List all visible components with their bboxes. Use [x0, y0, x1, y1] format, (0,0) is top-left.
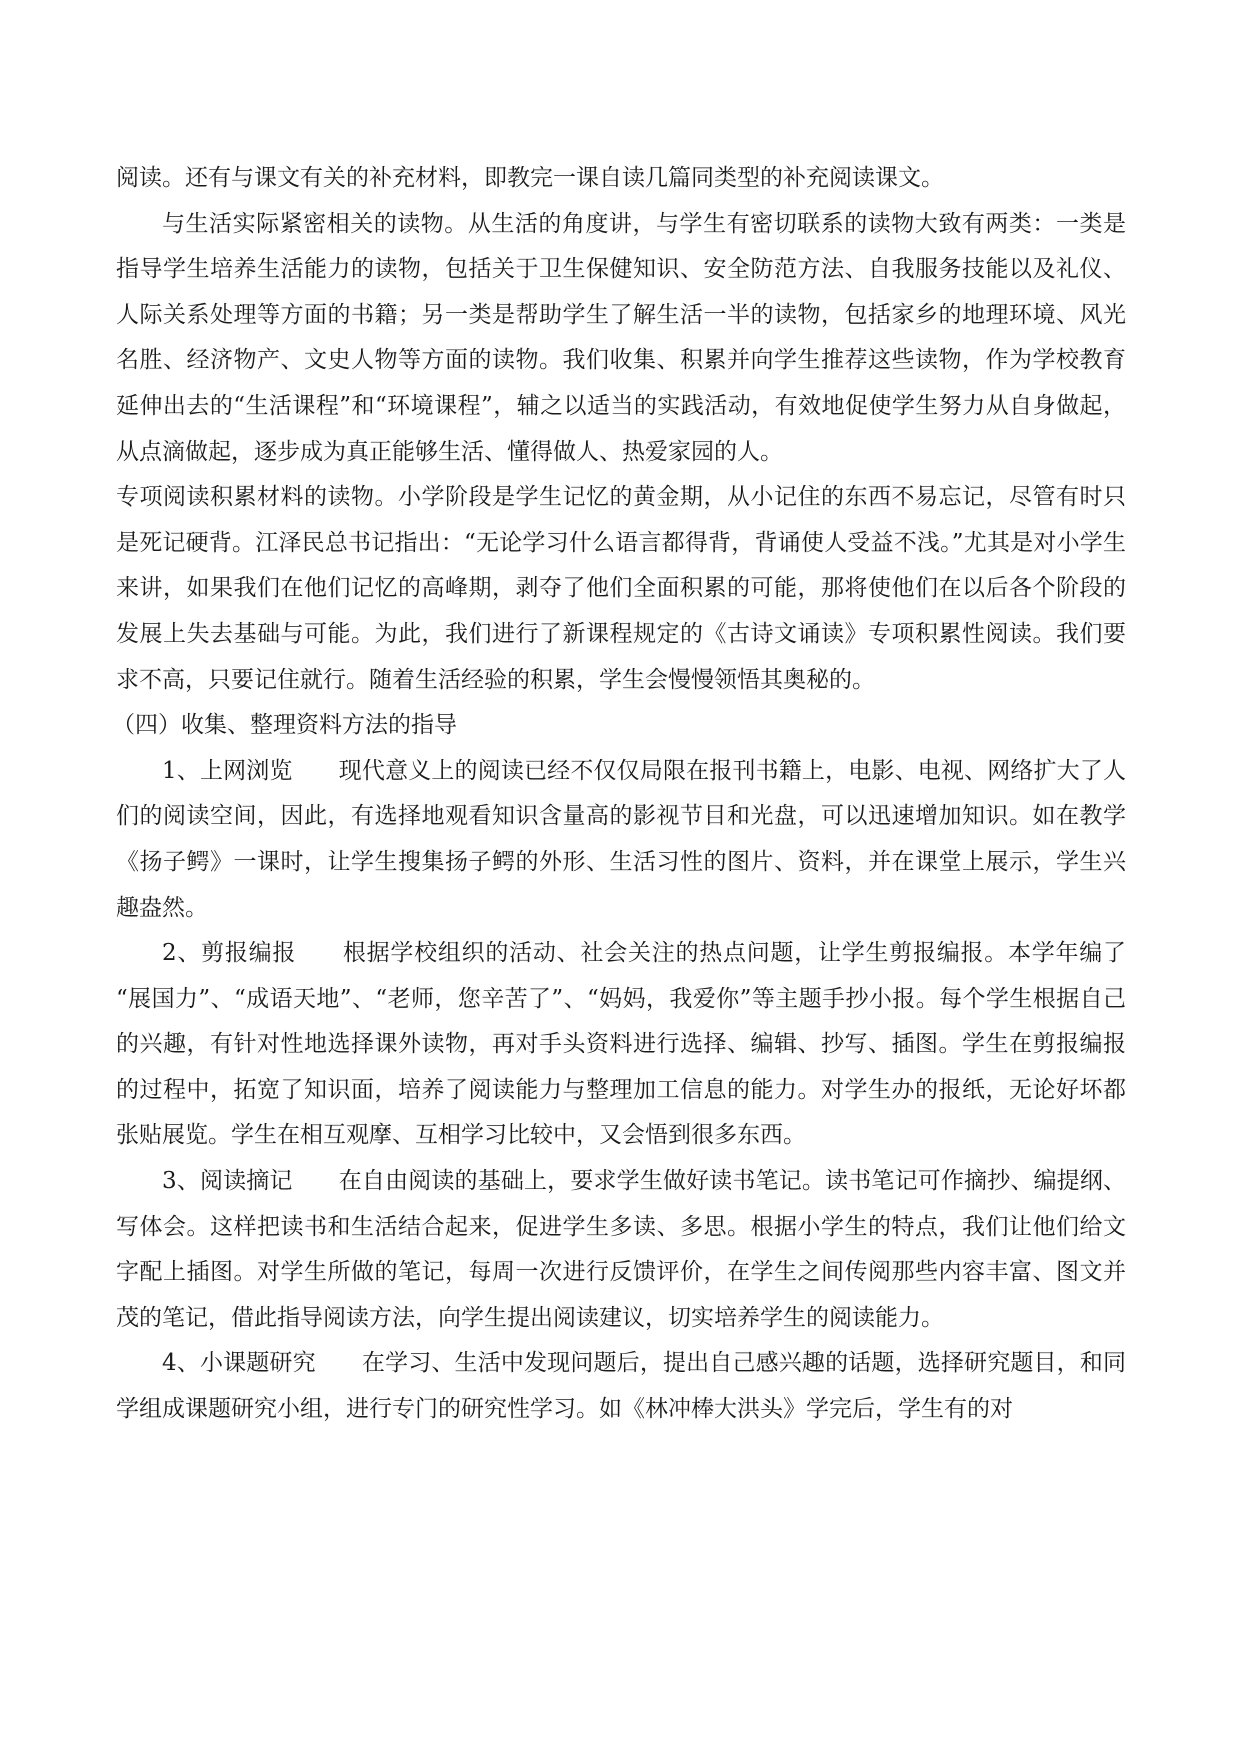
paragraph-text: 在自由阅读的基础上，要求学生做好读书笔记。读书笔记可作摘抄、编提纲、写体会。这样把读书和生活结合起来，促进学生多读、多思。根据小学生的特点，我们让他们给文字配上插图。对学生所做的笔记，每周一次进行反馈评价，在学生之间传阅那些内容丰富、图文并茂的笔记，借此指导阅读方法，向学生提出阅读建议，切实培养学生的阅读能力。 [116, 1168, 1126, 1331]
paragraph-text: 现代意义上的阅读已经不仅仅局限在报刊书籍上，电影、电视、网络扩大了人们的阅读空间，因此，有选择地观看知识含量高的影视节目和光盘，可以迅速增加知识。如在教学《扬子鳄》一课时，让学生搜集扬子鳄的外形、生活习性的图片、资料，并在课堂上展示，学生兴趣盎然。 [116, 757, 1126, 921]
item-title: 2、剪报编报 [162, 940, 297, 967]
paragraph-text: 根据学校组织的活动、社会关注的热点问题，让学生剪报编报。本学年编了 “展国力”、“成语天地”、“老师，您辛苦了”、“妈妈，我爱你”等主题手抄小报。每个学生根据自己的兴趣，有针对性地选择课外读物，再对手头资料进行选择、编辑、抄写、插图。学生在剪报编报的过程中，拓宽了知识面，培养了阅读能力与整理加工信息的能力。对学生办的报纸，无论好坏都张贴展览。学生在相互观摩、互相学习比较中，又会悟到很多东西。 [116, 940, 1126, 1149]
item-title: 3、阅读摘记 [162, 1168, 293, 1195]
paragraph-text: 专项阅读积累材料的读物。小学阶段是学生记忆的黄金期，从小记住的东西不易忘记，尽管有时只是死记硬背。江泽民总书记指出：“无论学习什么语言都得背，背诵使人受益不浅。”尤其是对小学生来讲，如果我们在他们记忆的高峰期，剥夺了他们全面积累的可能，那将使他们在以后各个阶段的发展上失去基础与可能。为此，我们进行了新课程规定的《古诗文诵读》专项积累性阅读。我们要求不高，只要记住就行。随着生活经验的积累，学生会慢慢领悟其奥秘的。 [116, 484, 1126, 693]
paragraph-text: 在学习、生活中发现问题后，提出自己感兴趣的话题，选择研究题目，和同学组成课题研究小组，进行专门的研究性学习。如《林冲棒大洪头》学完后，学生有的对 [116, 1350, 1126, 1423]
paragraph-clipping [116, 931, 1126, 1159]
item-title: 1、上网浏览 [162, 757, 293, 784]
paragraph-text: 与生活实际紧密相关的读物。从生活的角度讲，与学生有密切联系的读物大致有两类：一类是指导学生培养生活能力的读物，包括关于卫生保健知识、安全防范方法、自我服务技能以及礼仪、人际关系处理等方面的书籍；另一类是帮助学生了解生活一半的读物，包括家乡的地理环境、风光名胜、经济物产、文史人物等方面的读物。我们收集、积累并向学生推荐这些读物，作为学校教育延伸出去的“生活课程”和“环境课程”，辅之以适当的实践活动，有效地促使学生努力从自身做起，从点滴做起，逐步成为真正能够生活、懂得做人、热爱家园的人。 [116, 210, 1126, 465]
paragraph-text: 阅读。还有与课文有关的补充材料，即教完一课自读几篇同类型的补充阅读课文。 [116, 165, 944, 191]
document-body [112, 156, 1126, 1433]
section-heading [112, 703, 1126, 749]
paragraph-special-reading [116, 475, 1126, 703]
item-title: 4、小课题研究 [162, 1350, 316, 1377]
paragraph-small-research [116, 1341, 1126, 1432]
paragraph-online-browsing [116, 749, 1126, 931]
paragraph-life-reading [116, 202, 1126, 476]
paragraph-reading-notes [116, 1159, 1126, 1341]
section-heading-text: （四）收集、整理资料方法的指导 [112, 712, 457, 739]
paragraph-continuation [116, 156, 1126, 202]
